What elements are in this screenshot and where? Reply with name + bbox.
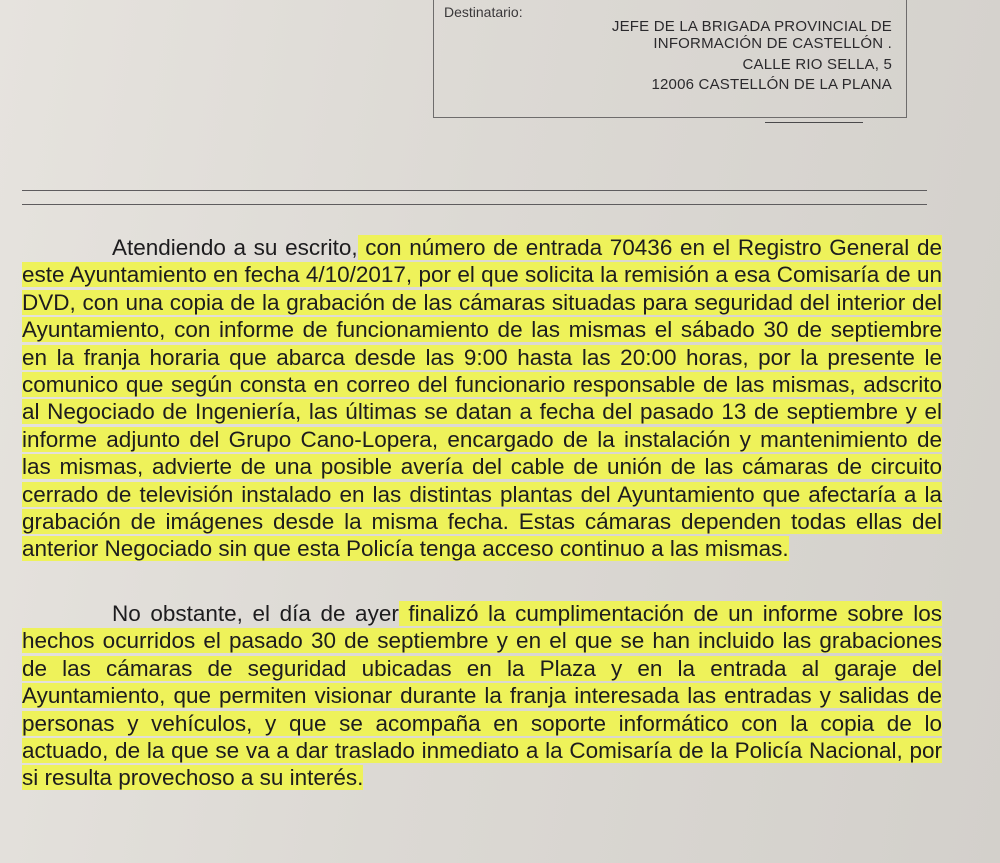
header-separator-bottom bbox=[22, 204, 927, 205]
recipient-label: Destinatario: bbox=[444, 4, 523, 20]
paragraph-1-lead: Atendiendo a su escrito, bbox=[112, 235, 358, 260]
recipient-line-2: INFORMACIÓN DE CASTELLÓN . bbox=[653, 35, 892, 52]
paragraph-2-highlight: finalizó la cumplimentación de un informe sobre los hechos ocurridos el pasado 30 de septiembre y en el que se han incluido las grabaciones de las cámaras de seguridad ubicadas en la Plaza y en la entrada al garaje del Ayuntamiento, que permiten visionar durante la franja interesada las entradas y salidas de personas y vehículos, y que se acompaña en soporte informático con la copia de lo actuado, de la que se va a dar traslado inmediato a la Comisaría de la Policía Nacional, por si resulta provechoso a su interés. bbox=[22, 601, 942, 791]
header-separator-top bbox=[22, 190, 927, 191]
recipient-line-4: 12006 CASTELLÓN DE LA PLANA bbox=[651, 76, 892, 93]
paragraph-1-highlight: con número de entrada 70436 en el Registro General de este Ayuntamiento en fecha 4/10/2017, por el que solicita la remisión a esa Comisaría de un DVD, con una copia de la grabación de las cámaras situadas para seguridad del interior del Ayuntamiento, con informe de funcionamiento de las mismas el sábado 30 de septiembre en la franja horaria que abarca desde las 9:00 hasta las 20:00 horas, por la presente le comunico que según consta en correo del funcionario responsable de las mismas, adscrito al Negociado de Ingeniería, las últimas se datan a fecha del pasado 13 de septiembre y el informe adjunto del Grupo Cano-Lopera, encargado de la instalación y mantenimiento de las mismas, advierte de una posible avería del cable de unión de las cámaras de circuito cerrado de televisión instalado en las distintas plantas del Ayuntamiento que afectaría a la grabación de imágenes desde la misma fecha. Estas cámaras dependen todas ellas del anterior Negociado sin que esta Policía tenga acceso continuo a las mismas. bbox=[22, 235, 942, 562]
body-paragraph-2 bbox=[22, 600, 942, 792]
recipient-line-1: JEFE DE LA BRIGADA PROVINCIAL DE bbox=[611, 18, 892, 35]
recipient-line-3: CALLE RIO SELLA, 5 bbox=[742, 56, 892, 73]
signature-underline bbox=[765, 122, 863, 123]
body-paragraph-1 bbox=[22, 234, 942, 563]
paragraph-2-lead: No obstante, el día de ayer bbox=[112, 601, 399, 626]
